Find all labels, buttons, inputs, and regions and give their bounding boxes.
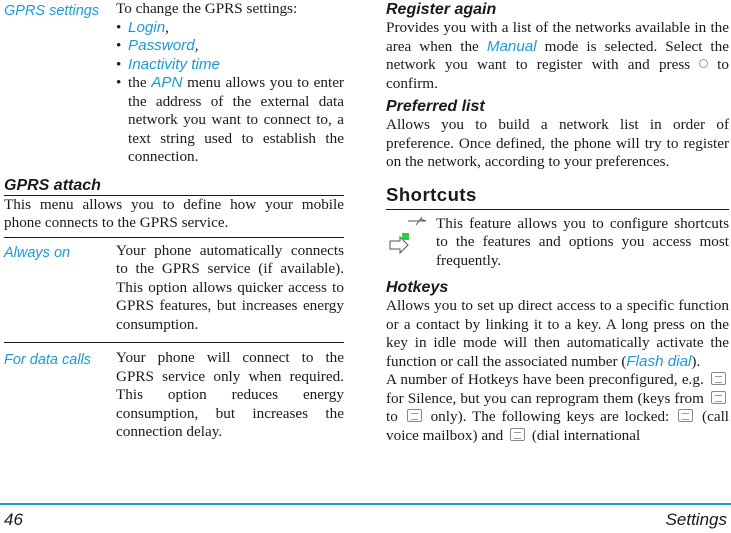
always-on-desc: Your phone automatically connects to the GPRS service (if available). This option allows quicker access to GPRS features, but increases energy consumption. [116, 241, 344, 333]
gprs-settings-intro: To change the GPRS settings: [116, 0, 298, 17]
register-again-body: Provides you with a list of the networks available in the area when the Manual mode is selected. Select the network you want to register with and press to confirm. [386, 19, 729, 92]
key-2-icon [711, 391, 726, 404]
preferred-list-body: Allows you to build a network list in order of preference. Once defined, the phone will try to register on the network, according to your preferences. [386, 116, 729, 170]
gprs-settings-desc [116, 0, 344, 167]
for-data-calls-desc: Your phone will connect to the GPRS service only when required. This option reduces energy consumption, but increases the connection delay. [116, 349, 344, 440]
gprs-settings-row [4, 0, 344, 167]
inactivity-time-link[interactable]: Inactivity time [128, 55, 220, 73]
right-column [386, 0, 729, 445]
shortcuts-heading: Shortcuts [386, 183, 477, 205]
section-title: Settings [665, 510, 727, 529]
password-link[interactable]: Password [128, 37, 195, 54]
gprs-settings-term: GPRS settings [4, 3, 100, 19]
always-on-row [4, 242, 344, 335]
login-link[interactable]: Login [128, 18, 166, 36]
ok-key-icon [699, 59, 708, 68]
hotkeys-body-1: Allows you to set up direct access to a specific function or a contact by linking it to a key. A long press on the key in idle mode will then automatically activate the function or call the associated number (Flash dial). [386, 297, 729, 370]
key-star-icon [510, 428, 525, 441]
divider [4, 342, 344, 343]
list-item: • Login, [116, 19, 344, 38]
divider [386, 209, 729, 210]
list-item: • Password, [116, 37, 344, 56]
shortcuts-desc: This feature allows you to configure shortcuts to the features and options you access most frequently. [436, 214, 729, 269]
always-on-term: Always on [4, 244, 71, 261]
shortcut-arrow-icon [386, 215, 436, 255]
gprs-attach-heading: GPRS attach [4, 176, 101, 194]
for-data-calls-row [4, 349, 344, 442]
list-item [116, 56, 344, 75]
flash-dial-link[interactable]: Flash dial [626, 352, 692, 370]
key-1-icon [678, 409, 693, 422]
hotkeys-heading: Hotkeys [386, 279, 449, 296]
list-item: • the APN menu allows you to enter the address of the external data network you want to connect to, a text string used to establish the connection. [116, 74, 344, 167]
shortcuts-row [386, 215, 729, 271]
page-number: 46 [4, 510, 23, 529]
gprs-attach-body: This menu allows you to define how your mobile phone connects to the GPRS service. [4, 195, 344, 231]
footer-rule [0, 503, 731, 505]
divider [4, 237, 344, 238]
manual-link[interactable]: Manual [486, 37, 537, 55]
gprs-settings-list [116, 19, 344, 167]
register-again-heading: Register again [386, 1, 497, 18]
hotkeys-body-2: A number of Hotkeys have been preconfigured, e.g. for Silence, but you can reprogram them (keys from to only). The following keys are locked: (call voice mailbox) and (dial international [386, 371, 730, 444]
key-9-icon [407, 409, 422, 422]
left-column [4, 0, 344, 442]
key-6-icon [711, 372, 726, 385]
preferred-list-heading: Preferred list [386, 98, 485, 115]
apn-link[interactable]: APN [151, 74, 183, 91]
for-data-calls-term: For data calls [4, 352, 92, 368]
